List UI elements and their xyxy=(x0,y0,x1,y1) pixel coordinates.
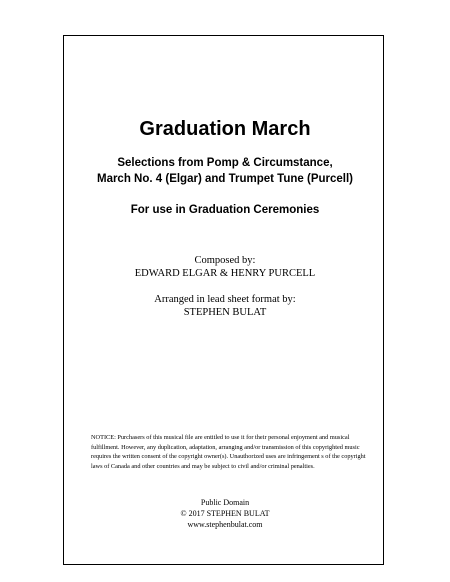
public-domain-label: Public Domain xyxy=(200,498,250,507)
copyright-line: © 2017 STEPHEN BULAT xyxy=(180,509,270,518)
page-title: Graduation March xyxy=(139,118,311,140)
usage-line: For use in Graduation Ceremonies xyxy=(130,204,320,216)
composer-names: EDWARD ELGAR & HENRY PURCELL xyxy=(134,268,316,279)
website-link[interactable]: www.stephenbulat.com xyxy=(187,520,263,529)
subtitle-line-2: March No. 4 (Elgar) and Trumpet Tune (Purcell) xyxy=(96,173,353,185)
arranger-label: Arranged in lead sheet format by: xyxy=(154,294,296,305)
arranger-name: STEPHEN BULAT xyxy=(183,307,267,318)
composer-label: Composed by: xyxy=(194,255,256,266)
subtitle-line-1: Selections from Pomp & Circumstance, xyxy=(117,157,333,169)
copyright-notice: NOTICE: Purchasers of this musical file are entitled to use it for their personal enjoyment and musical fulfillment. However, any duplication, adaptation, arranging and/or transmission of this copyrighted music requires the written consent of the copyright owner(s). Unauthorized uses are infringement s of the copyright laws of Canada and other countries and may be subject to civil and/or criminal penalties. xyxy=(91,434,366,470)
